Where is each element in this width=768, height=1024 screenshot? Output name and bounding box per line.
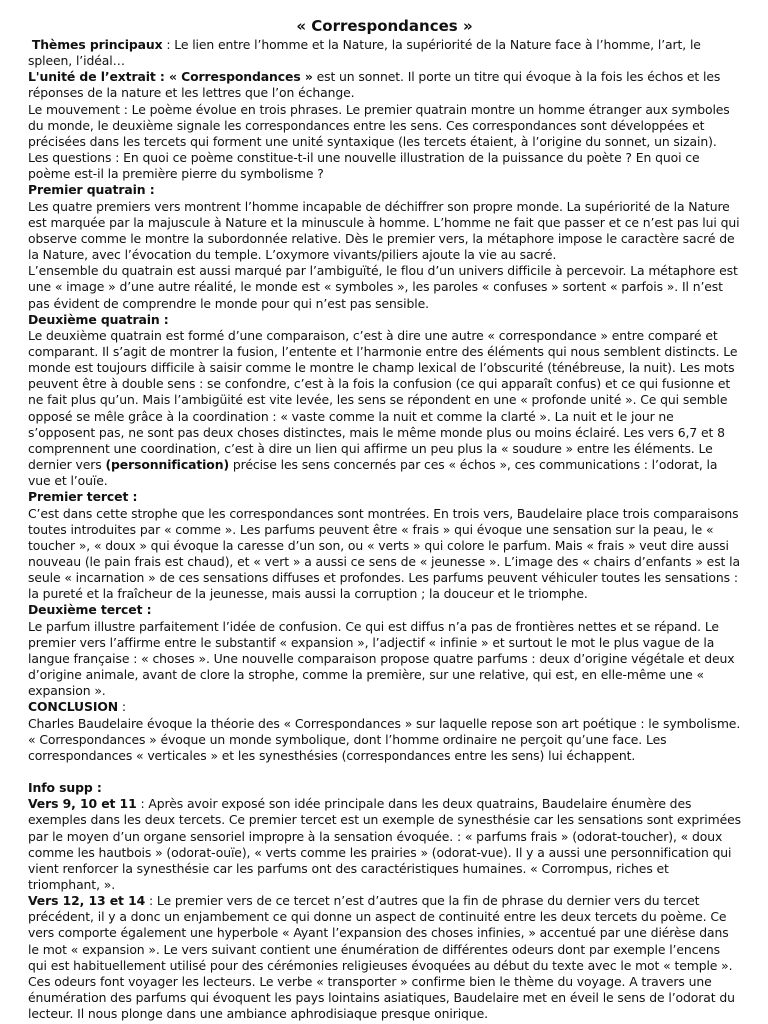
- quatrain1-paragraph-1: Les quatre premiers vers montrent l’homme incapable de déchiffrer son propre monde. La supériorité de la Nature est marquée par la majuscule à Nature et la minuscule à homme. L’homme ne fait que passer et ce n’est pas lui qui observe comme le montre la subordonnée relative. Dès le premier vers, la métaphore impose le caractère sacré de la Nature, avec l’évocation du temple. L’oxymore vivants/piliers ajoute la vie au sacré.: [28, 198, 740, 263]
- info-vers-12-14-text: : Le premier vers de ce tercet n’est d’autres que la fin de phrase du dernier vers du tercet précédent, il y a donc un enjambement ce qui donne un aspect de continuité entre les deux tercets du poème. Ce vers comporte également une hyperbole « Ayant l’expansion des choses infinies, » accentué par une diérèse dans le mot « expansion ». Le vers suivant contient une énumération de différentes odeurs dont par exemple l’encens qui est habituellement utilisé pour des cérémonies religieuses évoquées au début du texte avec le mot « temple ». Ces odeurs font voyager les lecteurs. Le verbe « transporter » confirme bien le thème du voyage. A travers une énumération des parfums qui évoquent les pays lointains asiatiques, Baudelaire met en éveil le sens de l’odorat du lecteur. Il nous plonge dans une ambiance aphrodisiaque presque onirique.: [28, 893, 735, 1022]
- info-vers-9-11-label: Vers 9, 10 et 11: [28, 796, 137, 812]
- conclusion-heading-suffix: :: [118, 699, 126, 715]
- themes-text: : Le lien entre l’homme et la Nature, la supériorité de la Nature face à l’homme, l’art, le spleen, l’idéal…: [28, 37, 701, 69]
- conclusion-paragraph-2: « Correspondances » évoque un monde symbolique, dont l’homme ordinaire ne perçoit qu’une face. Les correspondances « verticales » et les synesthésies (correspondances entre les sens) lui échappent.: [28, 731, 667, 763]
- quatrain2-text-bold: (personnification): [105, 457, 230, 473]
- page-title: « Correspondances »: [296, 17, 473, 35]
- tercet2-paragraph: Le parfum illustre parfaitement l’idée de confusion. Ce qui est diffus n’a pas de frontières nettes et se répand. Le premier vers l’affirme entre le substantif « expansion », l’adjectif « infinie » et surtout le mot le plus vague de la langue française : « choses ». Une nouvelle comparaison propose quatre parfums : deux d’origine végétale et deux d’origine animale, avant de clore la strophe, comme la première, sur une relative, qui est, en elle-même une « expansion ».: [28, 618, 735, 699]
- info-vers-9-11-text: : Après avoir exposé son idée principale dans les deux quatrains, Baudelaire énumère des exemples dans les deux tercets. Ce premier tercet est un exemple de synesthésie car les sensations sont exprimées par le moyen d’un organe sensoriel impropre à la sensation évoquée. : « parfums frais » (odorat-toucher), « doux comme les hautbois » (odorat-ouïe), « verts comme les prairies » (odorat-vue). Il y a aussi une personnification qui vient renforcer la synesthésie car les parfums ont des caractéristiques humaines. « Corrompus, riches et triomphant, ».: [28, 796, 741, 892]
- quatrain2-text-before: Le deuxième quatrain est formé d’une comparaison, c’est à dire une autre « correspondance » entre comparé et comparant. Il s’agit de montrer la fusion, l’entente et l’harmonie entre des éléments qui nous semblent distincts. Le monde est toujours difficile à saisir comme le montre le champ lexical de l’obscurité (ténébreuse, la nuit). Les mots peuvent être à double sens : se confondre, c’est à la fois la confusion (ce qui apparaît confus) et ce qui fusionne et ne fait plus qu’un. Mais l’ambigüité est vite levée, les sens se répondent en une « profonde unité ». Ce qui semble opposé se mêle grâce à la coordination : « vaste comme la nuit et comme la clarté ». La nuit et le jour ne s’opposent pas, ne sont pas deux choses distinctes, mais le même monde plus ou moins éclairé. Les vers 6,7 et 8 comprennent une coordination, c’est à dire un lien qui affirme un peu plus la « soudure » entre les éléments. Le dernier vers: [28, 327, 738, 473]
- unite-text: est un sonnet. Il porte un titre qui évoque à la fois les échos et les réponses de la nature et les lettres que l’on échange.: [28, 69, 721, 101]
- quatrain2-paragraph: [28, 328, 741, 490]
- quatrain1-heading: Premier quatrain :: [28, 182, 155, 198]
- tercet2-heading: Deuxième tercet :: [28, 602, 152, 618]
- unite-label: L'unité de l’extrait : « Correspondances »: [28, 69, 313, 85]
- conclusion-heading-line: [28, 699, 741, 715]
- quatrain1-paragraph-2: L’ensemble du quatrain est aussi marqué par l’ambiguïté, le flou d’un univers difficile à percevoir. La métaphore est une « image » d’une autre réalité, le monde est « symboles », les paroles « confuses » sortent « parfois ». Il n’est pas évident de comprendre le monde pour qui n’est pas sensible.: [28, 263, 738, 311]
- info-vers-12-14-label: Vers 12, 13 et 14: [28, 893, 146, 909]
- quatrain2-text-after: précise les sens concernés par ces « échos », ces communications : l’odorat, la vue et l’ouïe.: [28, 457, 718, 489]
- info-vers-9-11: [28, 796, 741, 893]
- themes-label: Thèmes principaux: [31, 37, 163, 52]
- themes-paragraph: [28, 37, 741, 69]
- unite-paragraph: [28, 69, 741, 101]
- questions-paragraph: Les questions : En quoi ce poème constitue-t-il une nouvelle illustration de la puissance du poète ? En quoi ce poème est-il la première pierre du symbolisme ?: [28, 150, 700, 182]
- document-body: [28, 37, 741, 1022]
- quatrain2-heading: Deuxième quatrain :: [28, 311, 169, 327]
- tercet1-heading: Premier tercet :: [28, 489, 138, 505]
- info-heading: Info supp :: [28, 780, 102, 796]
- mouvement-paragraph: Le mouvement : Le poème évolue en trois phrases. Le premier quatrain montre un homme étranger aux symboles du monde, le deuxième signale les correspondances entre les sens. Ces correspondances sont développées et précisées dans les tercets qui forment une unité syntaxique (les tercets étaient, à l’origine du sonnet, un sizain).: [28, 101, 730, 149]
- blank-line: [28, 764, 741, 780]
- conclusion-paragraph-1: Charles Baudelaire évoque la théorie des « Correspondances » sur laquelle repose son art poétique : le symbolisme.: [28, 715, 741, 731]
- tercet1-paragraph: C’est dans cette strophe que les correspondances sont montrées. En trois vers, Baudelaire place trois comparaisons toutes introduites par « comme ». Les parfums peuvent être « frais » qui évoque une sensation sur la peau, le « toucher », « doux » qui évoque la caresse d’un son, ou « verts » qui colore le parfum. Mais « frais » veut dire aussi nouveau (le pain frais est chaud), et « vert » a aussi ce sens de « jeunesse ». L’image des « chairs d’enfants » est la seule « incarnation » de ces sensations diffuses et profondes. Les parfums peuvent véhiculer toutes les sensations : la pureté et la fraîcheur de la jeunesse, mais aussi la corruption ; la douceur et le triomphe.: [28, 505, 740, 602]
- conclusion-heading: CONCLUSION: [28, 699, 119, 715]
- info-vers-12-14: [28, 893, 741, 1022]
